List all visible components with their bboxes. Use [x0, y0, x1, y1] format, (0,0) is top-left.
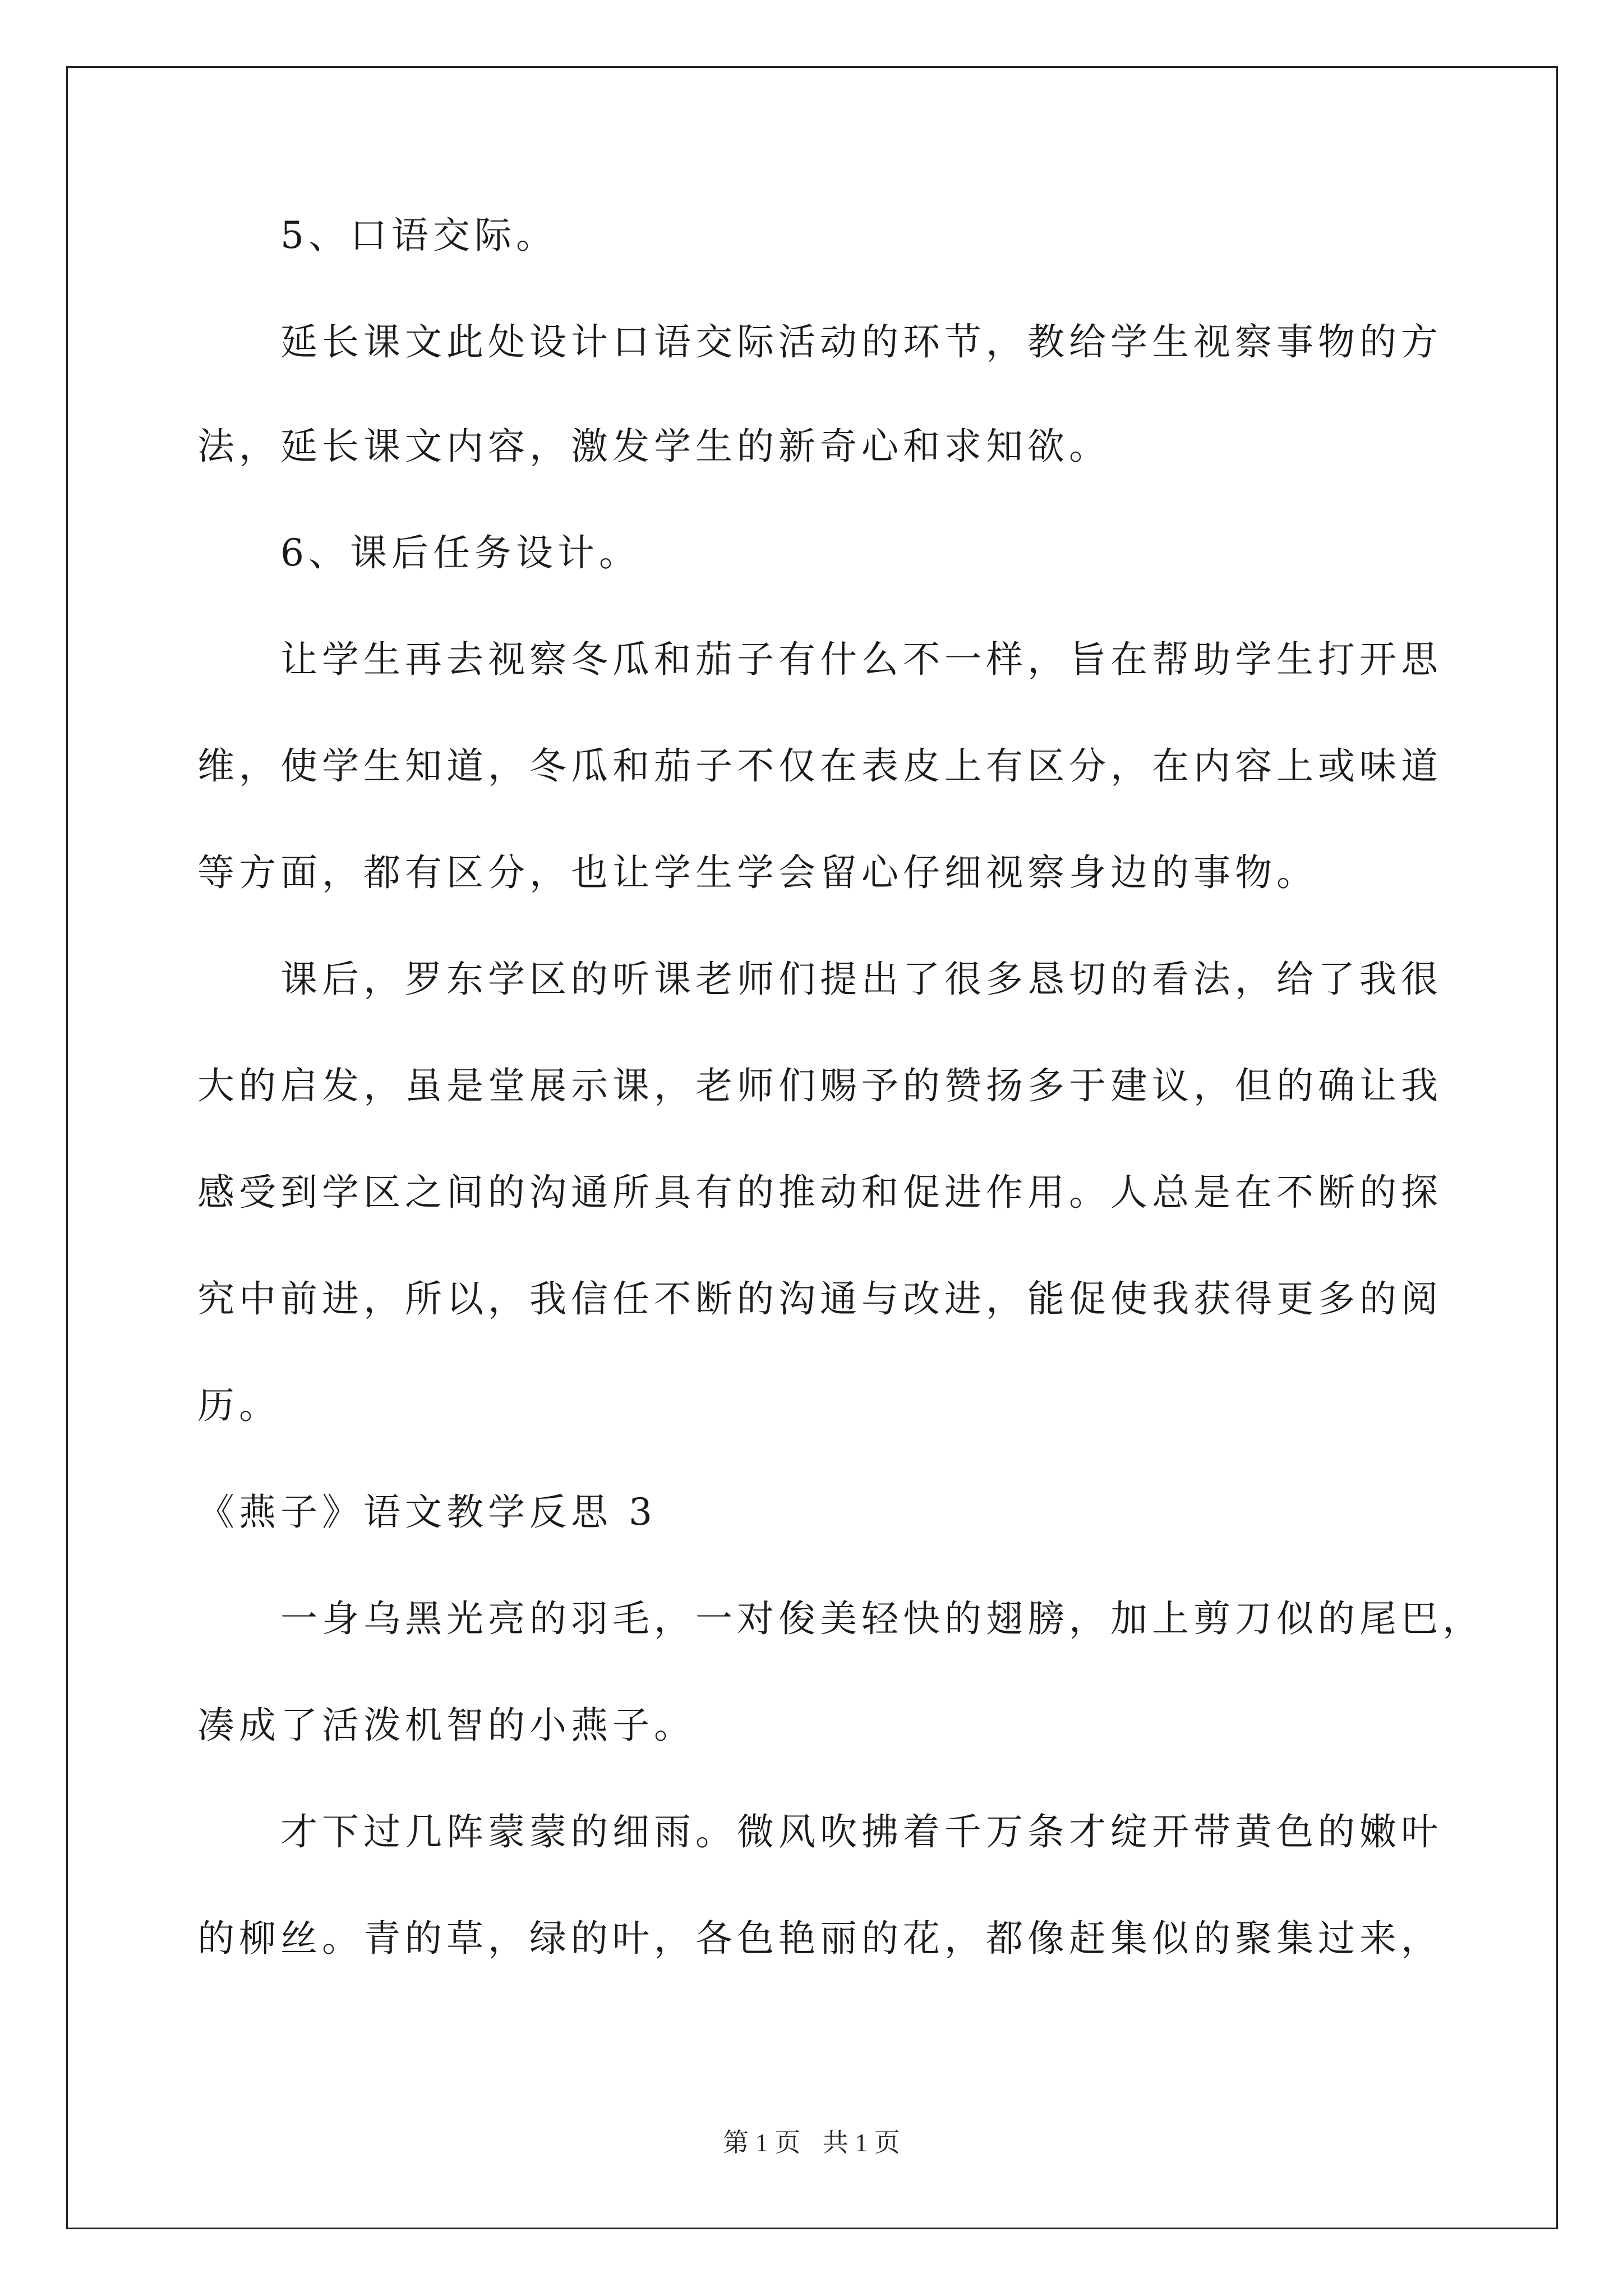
page-border — [66, 66, 1558, 2229]
paragraph-line: 让学生再去视察冬瓜和茄子有什么不一样，旨在帮助学生打开思 — [280, 638, 1442, 681]
paragraph-line: 延长课文此处设计口语交际活动的环节，教给学生视察事物的方 — [280, 320, 1442, 364]
page-footer — [0, 2126, 1623, 2160]
paragraph-line: 等方面，都有区分，也让学生学会留心仔细视察身边的事物。 — [197, 851, 1318, 894]
paragraph-line: 凑成了活泼机智的小燕子。 — [197, 1704, 695, 1747]
article-title: 《燕子》语文教学反思 3 — [197, 1490, 657, 1534]
paragraph-line: 的柳丝。青的草，绿的叶，各色艳丽的花，都像赶集似的聚集过来， — [197, 1917, 1442, 1960]
paragraph-line: 一身乌黑光亮的羽毛，一对俊美轻快的翅膀，加上剪刀似的尾巴， — [280, 1597, 1484, 1640]
paragraph-line: 课后，罗东学区的听课老师们提出了很多恳切的看法，给了我很 — [280, 958, 1442, 1001]
paragraph-line: 维，使学生知道，冬瓜和茄子不仅在表皮上有区分，在内容上或味道 — [197, 744, 1442, 788]
paragraph-line: 才下过几阵蒙蒙的细雨。微风吹拂着千万条才绽开带黄色的嫩叶 — [280, 1810, 1442, 1853]
section-heading-6: 6、课后任务设计。 — [280, 531, 640, 574]
paragraph-line: 感受到学区之间的沟通所具有的推动和促进作用。人总是在不断的探 — [197, 1171, 1442, 1214]
paragraph-line: 历。 — [197, 1384, 280, 1427]
page-total: 共 1 页 — [822, 2128, 900, 2157]
section-heading-5: 5、口语交际。 — [280, 214, 557, 257]
paragraph-line: 大的启发，虽是堂展示课，老师们赐予的赞扬多于建议，但的确让我 — [197, 1064, 1442, 1107]
paragraph-line: 法，延长课文内容，激发学生的新奇心和求知欲。 — [197, 425, 1110, 468]
paragraph-line: 究中前进，所以，我信任不断的沟通与改进，能促使我获得更多的阅 — [197, 1277, 1442, 1320]
page-number: 第 1 页 — [723, 2128, 801, 2157]
